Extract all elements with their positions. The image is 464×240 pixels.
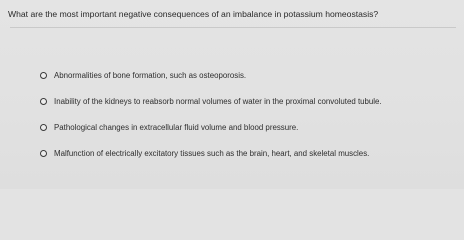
radio-button-icon[interactable] bbox=[40, 72, 47, 79]
answer-option-1[interactable] bbox=[40, 69, 246, 81]
radio-button-icon[interactable] bbox=[40, 124, 47, 131]
answer-option-label: Abnormalities of bone formation, such as osteoporosis. bbox=[54, 70, 247, 80]
answer-option-3[interactable] bbox=[40, 121, 298, 133]
radio-button-icon[interactable] bbox=[40, 150, 47, 157]
answer-option-2[interactable] bbox=[40, 95, 382, 107]
answer-option-label: Malfunction of electrically excitatory tissues such as the brain, heart, and skeletal muscles. bbox=[54, 148, 370, 158]
answer-option-4[interactable] bbox=[40, 147, 369, 159]
answer-option-label: Inability of the kidneys to reabsorb normal volumes of water in the proximal convoluted tubule. bbox=[54, 96, 382, 106]
answer-option-label: Pathological changes in extracellular fluid volume and blood pressure. bbox=[54, 122, 299, 132]
radio-button-icon[interactable] bbox=[40, 98, 47, 105]
question-text: What are the most important negative consequences of an imbalance in potassium homeostasis? bbox=[8, 9, 379, 19]
